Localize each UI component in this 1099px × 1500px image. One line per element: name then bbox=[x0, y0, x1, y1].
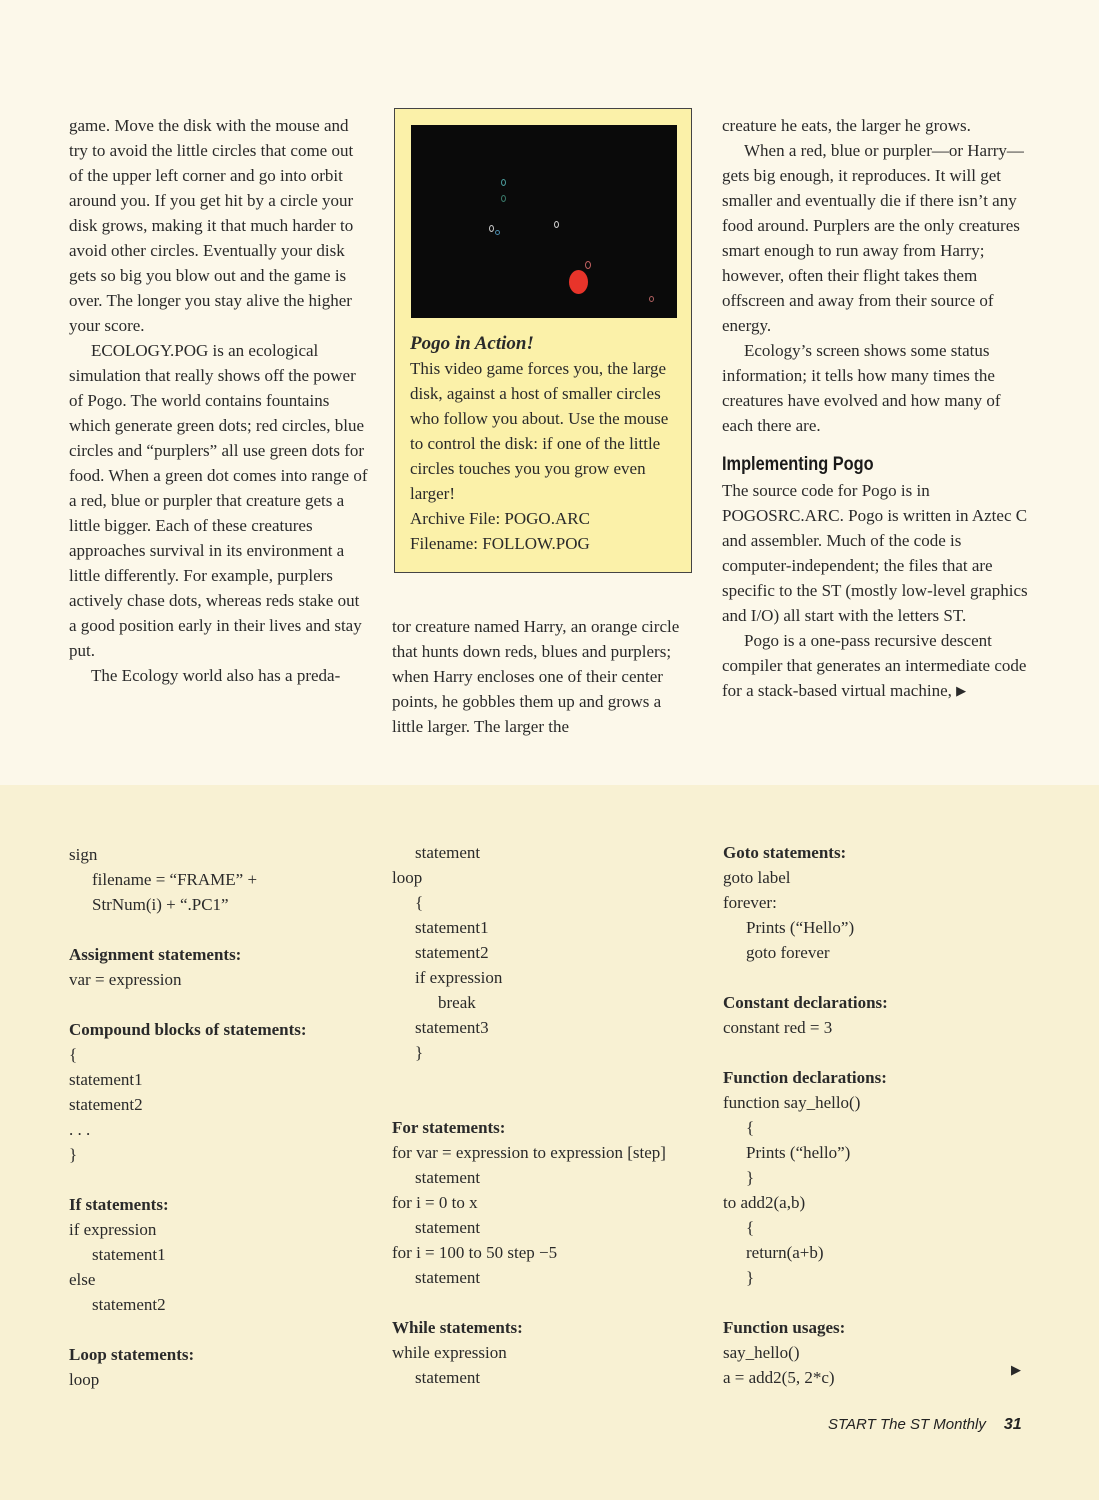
syntax-heading: Goto statements: bbox=[723, 843, 847, 862]
code-line: constant red = 3 bbox=[723, 1018, 833, 1037]
syntax-heading: Function declarations: bbox=[723, 1068, 887, 1087]
code-line: filename = “FRAME” + bbox=[92, 870, 258, 889]
sidebar-title: Pogo in Action! bbox=[410, 333, 534, 354]
sidebar-box bbox=[394, 108, 692, 573]
code-line: statement1 bbox=[92, 1245, 166, 1264]
archive-file: Archive File: POGO.ARC bbox=[410, 509, 590, 528]
syntax-heading: Assignment statements: bbox=[69, 945, 242, 964]
small-circle bbox=[585, 261, 591, 269]
code-line: statement bbox=[415, 1368, 481, 1387]
code-line: var = expression bbox=[69, 970, 182, 989]
continue-arrow-icon: ▶ bbox=[956, 683, 967, 698]
code-line: to add2(a,b) bbox=[723, 1193, 806, 1212]
code-line bbox=[69, 1167, 379, 1192]
code-line: StrNum(i) + “.PC1” bbox=[92, 895, 229, 914]
code-line: while expression bbox=[392, 1343, 507, 1362]
code-line bbox=[723, 1040, 1043, 1065]
code-line: a = add2(5, 2*c) bbox=[723, 1368, 835, 1387]
code-line: function say_hello() bbox=[723, 1093, 861, 1112]
code-line bbox=[69, 917, 379, 942]
code-line bbox=[69, 992, 379, 1017]
code-line: } bbox=[746, 1268, 755, 1287]
small-circle bbox=[501, 179, 506, 186]
code-line: goto label bbox=[723, 868, 791, 887]
syntax-heading: Loop statements: bbox=[69, 1345, 195, 1364]
code-line: for i = 0 to x bbox=[392, 1193, 478, 1212]
code-line: statement2 bbox=[415, 943, 489, 962]
code-line: statement bbox=[415, 1268, 481, 1287]
paragraph: The Ecology world also has a preda- bbox=[91, 666, 341, 685]
code-line: statement bbox=[415, 1218, 481, 1237]
code-line: if expression bbox=[69, 1220, 157, 1239]
page-number: 31 bbox=[1003, 1416, 1022, 1433]
code-line: . . . bbox=[69, 1120, 91, 1139]
code-line: { bbox=[69, 1045, 78, 1064]
paragraph-text: Pogo is a one-pass recursive descent compiler that generates an intermediate code for a stack-based virtual machine, bbox=[722, 631, 1027, 700]
code-line bbox=[392, 1290, 712, 1315]
page-footer bbox=[828, 1416, 1022, 1434]
paragraph: When a red, blue or purpler—or Harry—gets big enough, it reproduces. It will get smaller and eventually die if there isn’t any food around. Purplers are the only creatures smart enough to run away from Harry; however, often their flight takes them offscreen and away from their source of energy. bbox=[722, 141, 1024, 335]
code-line: sign bbox=[69, 845, 98, 864]
code-line: statement bbox=[415, 1168, 481, 1187]
syntax-heading: While statements: bbox=[392, 1318, 523, 1337]
syntax-heading: Function usages: bbox=[723, 1318, 846, 1337]
game-screenshot bbox=[411, 125, 677, 318]
code-line: break bbox=[438, 993, 476, 1012]
code-line: for var = expression to expression [step] bbox=[392, 1143, 666, 1162]
code-line: { bbox=[746, 1118, 755, 1137]
code-line: { bbox=[746, 1218, 755, 1237]
code-line: } bbox=[746, 1168, 755, 1187]
paragraph: creature he eats, the larger he grows. bbox=[722, 116, 971, 135]
paragraph: ECOLOGY.POG is an ecological simulation that really shows off the power of Pogo. The world contains fountains which generate green dots; red circles, blue circles and “purplers” all use green dots for food. When a green dot comes into range of a red, blue or purpler that creature gets a little bigger. Each of these creatures approaches survival in its environment a little differently. For example, purplers actively chase dots, whereas reds stake out a good position early in their lives and stay put. bbox=[69, 341, 368, 660]
syntax-column-3 bbox=[723, 840, 1043, 1390]
code-line: for i = 100 to 50 step −5 bbox=[392, 1243, 558, 1262]
code-line: statement3 bbox=[415, 1018, 489, 1037]
small-circle bbox=[554, 221, 559, 228]
paragraph: Ecology’s screen shows some status information; it tells how many times the creatures have evolved and how many of each there are. bbox=[722, 341, 1001, 435]
syntax-heading: For statements: bbox=[392, 1118, 506, 1137]
code-line: } bbox=[69, 1145, 78, 1164]
code-line: Prints (“Hello”) bbox=[746, 918, 855, 937]
code-line: statement2 bbox=[92, 1295, 166, 1314]
code-line: } bbox=[415, 1043, 424, 1062]
syntax-column-1 bbox=[69, 842, 379, 1392]
syntax-column-2 bbox=[392, 840, 712, 1390]
code-line: loop bbox=[392, 868, 423, 887]
article-column-3 bbox=[722, 113, 1032, 703]
player-disk bbox=[569, 270, 588, 294]
code-line: statement bbox=[415, 843, 481, 862]
code-line: loop bbox=[69, 1370, 100, 1389]
syntax-heading: Constant declarations: bbox=[723, 993, 888, 1012]
code-line: statement1 bbox=[415, 918, 489, 937]
paragraph: game. Move the disk with the mouse and try to avoid the little circles that come out of the upper left corner and go into orbit around you. If you get hit by a circle your disk grows, making it that much harder to avoid other circles. Eventually your disk gets so big you blow out and the game is over. The longer you stay alive the higher your score. bbox=[69, 116, 354, 335]
code-line: say_hello() bbox=[723, 1343, 800, 1362]
syntax-heading: Compound blocks of statements: bbox=[69, 1020, 307, 1039]
paragraph: The source code for Pogo is in POGOSRC.ARC. Pogo is written in Aztec C and assembler. Much of the code is computer-independent; the files that are specific to the ST (mostly low-level graphics and I/O) all start with the letters ST. bbox=[722, 481, 1028, 625]
code-line: statement2 bbox=[69, 1095, 143, 1114]
code-line: else bbox=[69, 1270, 96, 1289]
code-line: forever: bbox=[723, 893, 777, 912]
filename: Filename: FOLLOW.POG bbox=[410, 534, 590, 553]
code-line bbox=[392, 1065, 712, 1090]
code-line: statement1 bbox=[69, 1070, 143, 1089]
code-line bbox=[723, 1290, 1043, 1315]
code-line: goto forever bbox=[746, 943, 830, 962]
code-line bbox=[69, 1317, 379, 1342]
article-column-1 bbox=[69, 113, 369, 688]
magazine-name: START The ST Monthly bbox=[828, 1416, 986, 1433]
code-line bbox=[723, 965, 1043, 990]
code-line: if expression bbox=[415, 968, 503, 987]
small-circle bbox=[495, 230, 500, 235]
code-line: Prints (“hello”) bbox=[746, 1143, 851, 1162]
code-line: { bbox=[415, 893, 424, 912]
paragraph: tor creature named Harry, an orange circle that hunts down reds, blues and purplers; when Harry encloses one of their center points, he gobbles them up and grows a little larger. The larger the bbox=[392, 617, 680, 736]
section-heading: Implementing Pogo bbox=[722, 454, 874, 475]
continue-arrow-icon: ▶ bbox=[1011, 1362, 1021, 1377]
small-circle bbox=[649, 296, 654, 302]
paragraph bbox=[722, 628, 1032, 703]
sidebar-caption bbox=[410, 331, 682, 556]
code-line bbox=[392, 1090, 712, 1115]
syntax-heading: If statements: bbox=[69, 1195, 169, 1214]
code-line: return(a+b) bbox=[746, 1243, 824, 1262]
article-column-2 bbox=[392, 614, 692, 739]
small-circle bbox=[489, 225, 494, 232]
sidebar-body: This video game forces you, the large disk, against a host of smaller circles who follow you about. Use the mouse to control the disk: if one of the little circles touches you you grow even larger! bbox=[410, 359, 669, 503]
small-circle bbox=[501, 195, 506, 202]
